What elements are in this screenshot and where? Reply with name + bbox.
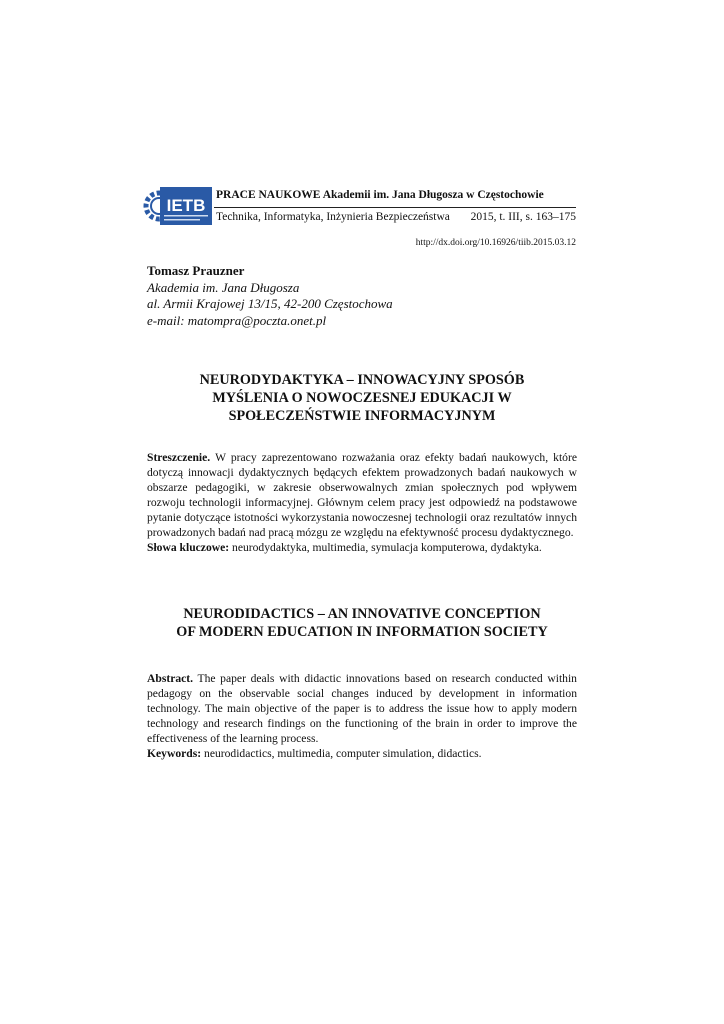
journal-title: PRACE NAUKOWE Akademii im. Jana Długosza w Częstochowie	[216, 189, 544, 201]
doi-link[interactable]: http://dx.doi.org/10.16926/tiib.2015.03.12	[415, 238, 576, 248]
journal-logo	[143, 181, 213, 231]
author-email: e-mail: matompra@poczta.onet.pl	[147, 312, 327, 328]
author-address: al. Armii Krajowej 13/15, 42-200 Częstochowa	[147, 296, 393, 311]
title-line: NEURODYDAKTYKA – INNOWACYJNY SPOSÓB	[199, 372, 525, 388]
logo-text: IETB	[166, 196, 206, 215]
author-name: Tomasz Prauzner	[147, 263, 245, 278]
abstract-english	[147, 671, 577, 761]
keywords-label: Słowa kluczowe:	[147, 541, 230, 554]
title-line: MYŚLENIA O NOWOCZESNEJ EDUKACJI W	[212, 390, 512, 406]
keywords-label: Keywords:	[147, 747, 202, 760]
title-line: SPOŁECZEŃSTWIE INFORMACYJNYM	[228, 408, 496, 424]
title-polish	[147, 371, 577, 425]
title-line: OF MODERN EDUCATION IN INFORMATION SOCIETY	[176, 624, 548, 640]
abstract-label: Abstract.	[147, 672, 194, 685]
header-rule	[214, 207, 576, 208]
author-block	[147, 263, 393, 329]
title-line: NEURODIDACTICS – AN INNOVATIVE CONCEPTION	[183, 606, 541, 622]
abstract-label: Streszczenie.	[147, 451, 211, 464]
journal-series: Technika, Informatyka, Inżynieria Bezpieczeństwa	[216, 211, 450, 223]
title-english	[147, 605, 577, 641]
keywords-text: neurodydaktyka, multimedia, symulacja komputerowa, dydaktyka.	[232, 541, 542, 554]
author-affiliation: Akademia im. Jana Długosza	[147, 279, 300, 295]
abstract-text: The paper deals with didactic innovations based on research conducted within pedagogy on the observable social changes induced by development in information technology. The main objective of the paper is to address the issue how to apply modern technology and research findings on the functioning of the brain in order to improve the effectiveness of the learning process.	[147, 672, 577, 745]
keywords-text: neurodidactics, multimedia, computer simulation, didactics.	[204, 747, 482, 760]
abstract-polish	[147, 450, 577, 555]
abstract-text: W pracy zaprezentowano rozważania oraz efekty badań naukowych, które dotyczą innowacji dydaktycznych będących efektem prowadzonych badań naukowych w obszarze pedagogiki, w zakresie obserwowalnych zmian społecznych pod wpływem rozwoju technologii informacyjnej. Głównym celem pracy jest odpowiedź na podstawowe pytanie dotyczące istotności wykorzystania nowoczesnej technologii oraz rezultatów innych prowadzonych badań nad pracą mózgu ze względu na efektywność procesu dydaktycznego.	[147, 451, 577, 539]
journal-volume: 2015, t. III, s. 163–175	[470, 211, 576, 223]
